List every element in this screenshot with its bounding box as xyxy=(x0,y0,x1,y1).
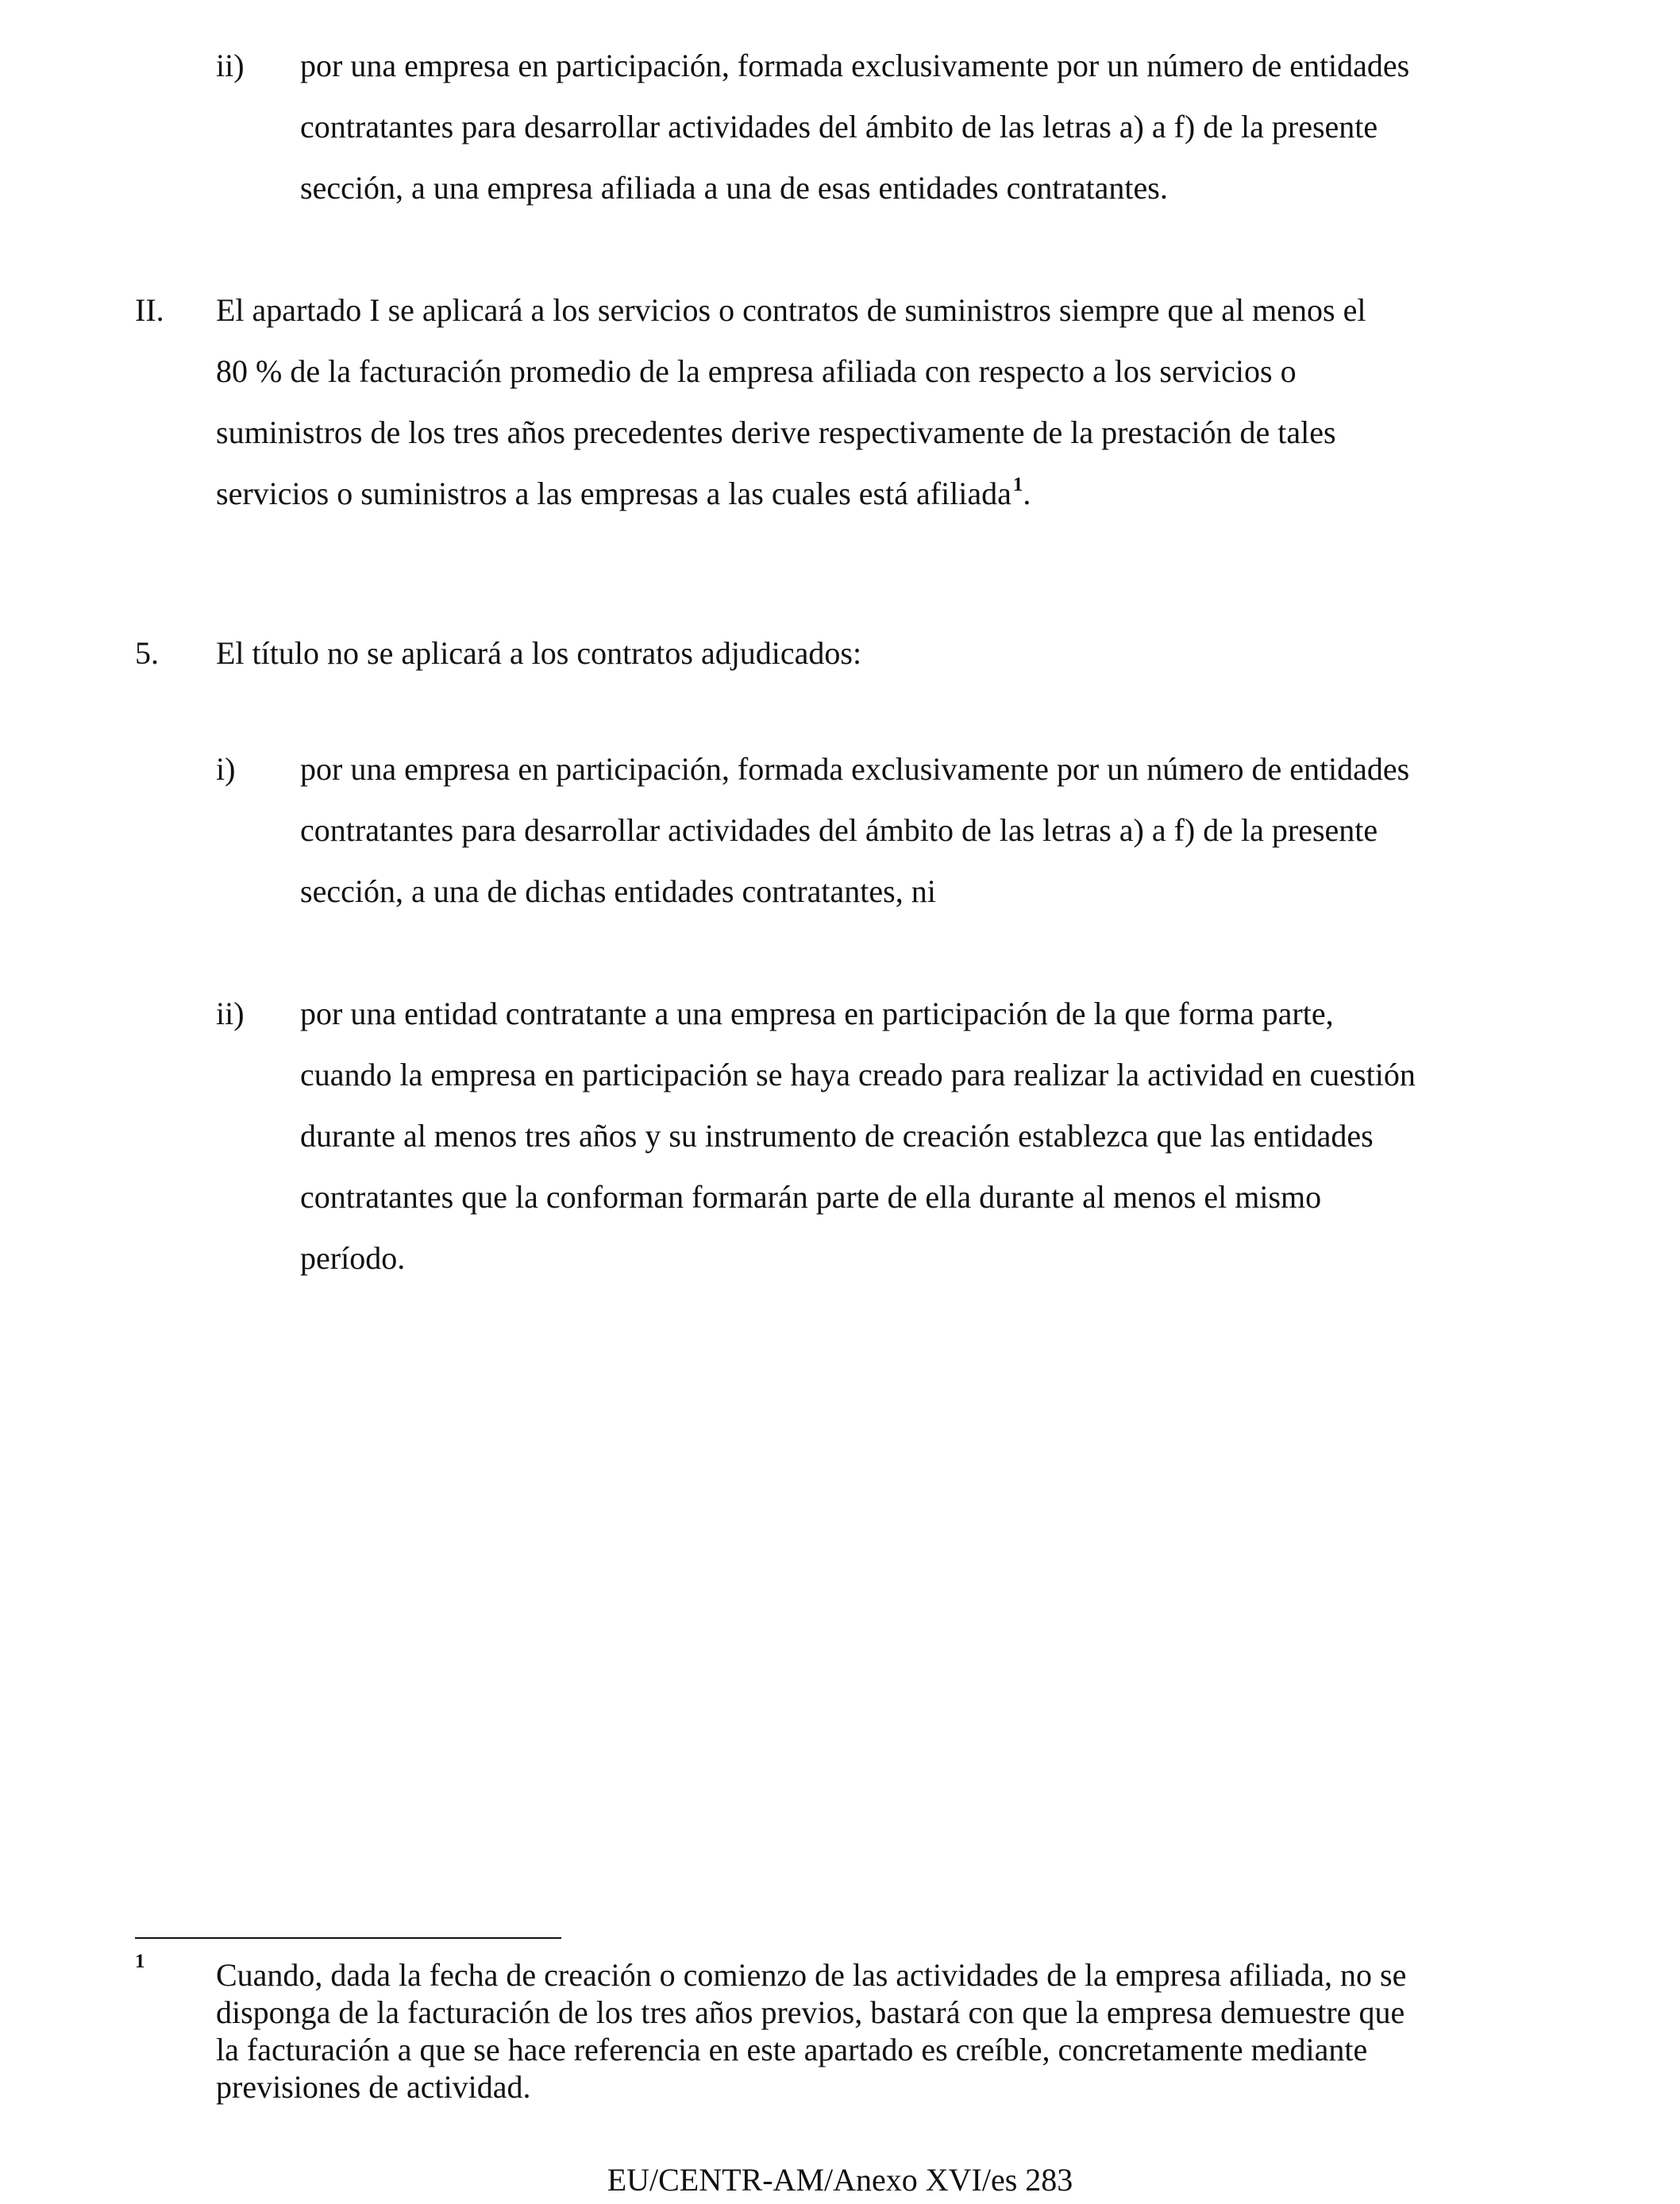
section-marker: 5. xyxy=(135,635,159,671)
paragraph-item-i xyxy=(300,738,1409,922)
paragraph-section-5 xyxy=(216,622,861,684)
paragraph-item-ii-top xyxy=(300,35,1409,218)
text-line: período. xyxy=(300,1240,406,1276)
text-line: Cuando, dada la fecha de creación o comienzo de las actividades de la empresa afiliada, no se xyxy=(216,1957,1407,1993)
list-marker: i) xyxy=(216,751,236,787)
text-line: El título no se aplicará a los contratos adjudicados: xyxy=(216,635,862,671)
paragraph-section-II xyxy=(216,279,1366,524)
footnote-reference[interactable]: 1 xyxy=(1012,474,1023,495)
text-line xyxy=(216,463,1366,524)
text-line: sección, a una empresa afiliada a una de esas entidades contratantes. xyxy=(300,170,1168,206)
footnote-text xyxy=(216,1956,1406,2106)
text-line: previsiones de actividad. xyxy=(216,2069,531,2105)
text-line: contratantes para desarrollar actividades del ámbito de las letras a) a f) de la presente xyxy=(300,812,1378,848)
text-line: la facturación a que se hace referencia en este apartado es creíble, concretamente mediante xyxy=(216,2032,1368,2067)
list-marker: ii) xyxy=(216,48,245,83)
text-line: El apartado I se aplicará a los servicios o contratos de suministros siempre que al menos el xyxy=(216,292,1366,328)
text-line: sección, a una de dichas entidades contratantes, ni xyxy=(300,873,936,909)
text-line: durante al menos tres años y su instrumento de creación establezca que las entidades xyxy=(300,1118,1374,1154)
text-line: contratantes que la conforman formarán parte de ella durante al menos el mismo xyxy=(300,1179,1322,1215)
footnote-number: 1 xyxy=(135,1951,145,1972)
text-line: por una empresa en participación, formada exclusivamente por un número de entidades xyxy=(300,48,1410,83)
page-footer-reference: EU/CENTR-AM/Anexo XVI/es 283 xyxy=(607,2162,1073,2198)
text-line: contratantes para desarrollar actividades del ámbito de las letras a) a f) de la presente xyxy=(300,109,1378,144)
text-line: por una entidad contratante a una empresa en participación de la que forma parte, xyxy=(300,996,1334,1031)
text-punctuation: . xyxy=(1023,476,1031,511)
paragraph-item-ii-bottom xyxy=(300,983,1416,1289)
list-marker: ii) xyxy=(216,996,245,1031)
footnote-separator xyxy=(135,1937,561,1939)
text-line: 80 % de la facturación promedio de la empresa afiliada con respecto a los servicios o xyxy=(216,353,1297,389)
section-marker: II. xyxy=(135,292,164,328)
text-line: cuando la empresa en participación se haya creado para realizar la actividad en cuestión xyxy=(300,1057,1416,1092)
text-line: suministros de los tres años precedentes derive respectivamente de la prestación de tales xyxy=(216,414,1336,450)
text-line: disponga de la facturación de los tres años previos, bastará con que la empresa demuestre que xyxy=(216,1994,1405,2030)
text-line: por una empresa en participación, formada exclusivamente por un número de entidades xyxy=(300,751,1410,787)
text-fragment: servicios o suministros a las empresas a las cuales está afiliada xyxy=(216,476,1011,511)
